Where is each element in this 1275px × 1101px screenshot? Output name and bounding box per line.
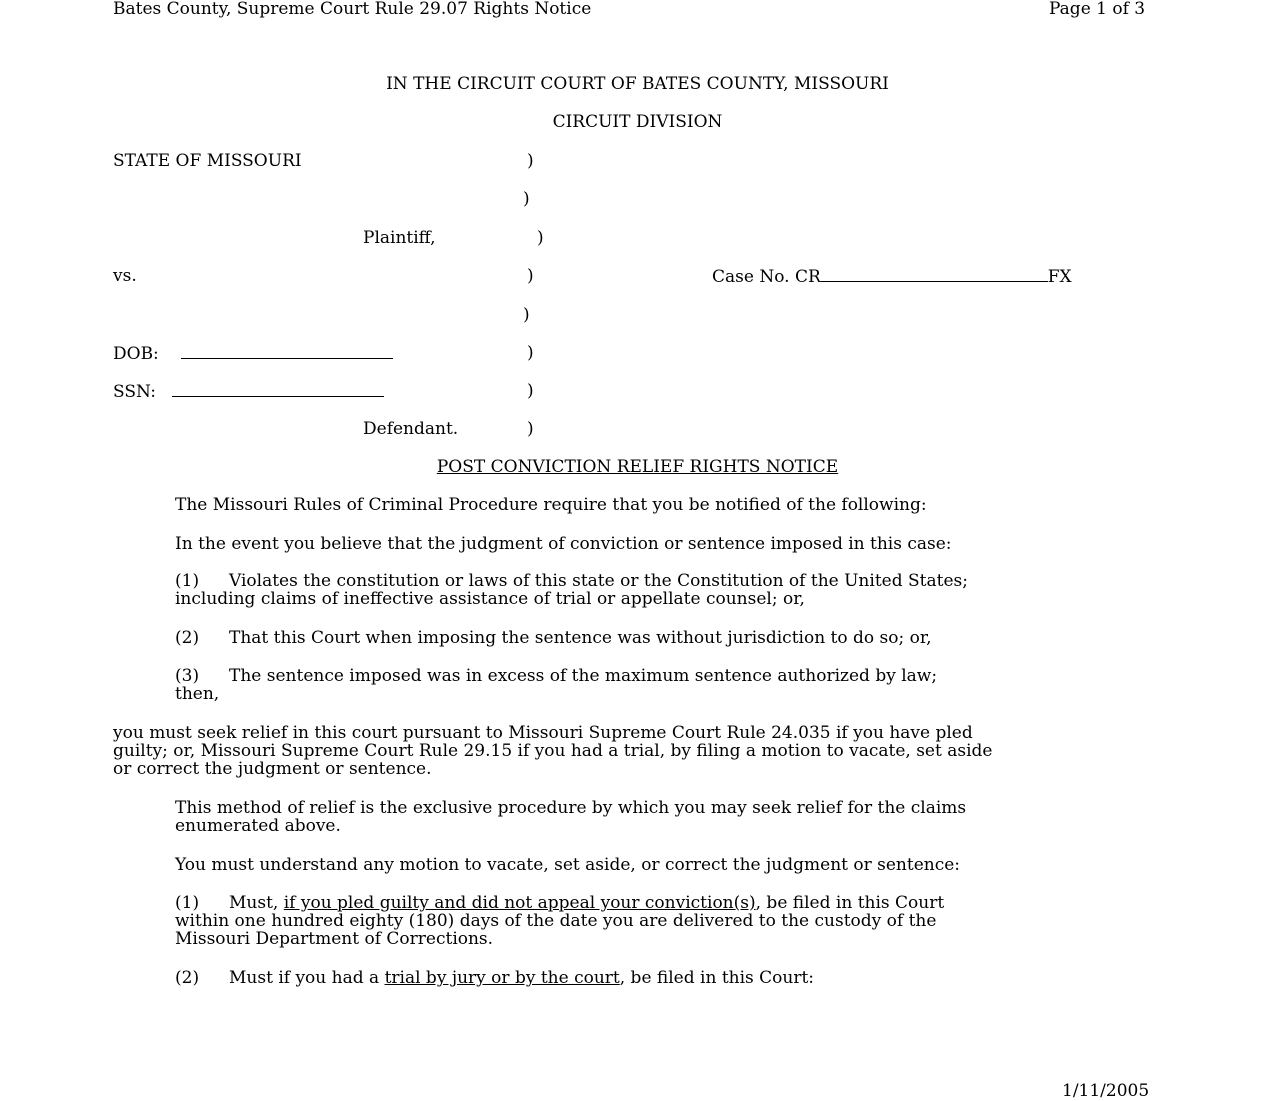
- understand-paragraph: You must understand any motion to vacate, set aside, or correct the judgment or sentence:: [175, 855, 961, 875]
- ssn-field: [113, 382, 384, 401]
- item-text: , be filed in this Court:: [619, 968, 815, 988]
- caption-defendant: Defendant.: [363, 419, 459, 439]
- caption-paren: ): [537, 228, 544, 248]
- item-text: within one hundred eighty (180) days of the date you are delivered to the custody of the: [175, 911, 937, 931]
- item-number: (1): [175, 571, 200, 591]
- case-number-suffix: FX: [1047, 267, 1072, 287]
- item-number: (2): [175, 968, 200, 988]
- condition-item-2: [175, 629, 932, 647]
- item-text-underlined: trial by jury or by the court: [384, 968, 620, 988]
- item-text: The sentence imposed was in excess of the maximum sentence authorized by law;: [229, 666, 938, 686]
- caption-paren: ): [527, 381, 534, 401]
- caption-paren: ): [523, 305, 530, 325]
- method-paragraph: [175, 799, 966, 835]
- footer-date: 1/11/2005: [1062, 1081, 1150, 1101]
- dob-label: DOB:: [113, 344, 159, 364]
- caption-state: STATE OF MISSOURI: [113, 151, 302, 171]
- ssn-blank: [172, 382, 384, 397]
- condition-item-1: [175, 572, 968, 608]
- caption-vs: vs.: [113, 266, 137, 286]
- relief-line: you must seek relief in this court pursuant to Missouri Supreme Court Rule 24.035 if you have pled: [113, 723, 973, 743]
- item-text: , be filed in this Court: [755, 893, 945, 913]
- notice-event: In the event you believe that the judgment of conviction or sentence imposed in this case:: [175, 534, 952, 554]
- item-number: (1): [175, 893, 200, 913]
- caption-paren: ): [527, 343, 534, 363]
- filing-rule-1: [175, 894, 944, 948]
- court-division: CIRCUIT DIVISION: [552, 112, 723, 132]
- item-text: including claims of ineffective assistance of trial or appellate counsel; or,: [175, 589, 805, 609]
- item-number: (2): [175, 628, 200, 648]
- item-text: then,: [175, 684, 220, 704]
- relief-line: or correct the judgment or sentence.: [113, 759, 432, 779]
- item-text: Violates the constitution or laws of this state or the Constitution of the United States;: [229, 571, 968, 591]
- method-line: enumerated above.: [175, 816, 341, 836]
- ssn-label: SSN:: [113, 382, 156, 402]
- relief-paragraph: [113, 724, 992, 778]
- item-text-underlined: if you pled guilty and did not appeal your conviction(s): [283, 893, 756, 913]
- caption-paren: ): [527, 266, 534, 286]
- caption-paren: ): [527, 151, 534, 171]
- item-text: Must,: [229, 893, 284, 913]
- case-number-field: [712, 267, 1072, 286]
- item-number: (3): [175, 666, 200, 686]
- method-line: This method of relief is the exclusive procedure by which you may seek relief for the claims: [175, 798, 967, 818]
- filing-rule-2: [175, 969, 814, 987]
- case-number-label: Case No. CR: [712, 267, 821, 287]
- header-title: Bates County, Supreme Court Rule 29.07 Rights Notice: [113, 0, 592, 19]
- condition-item-3: [175, 667, 937, 703]
- relief-line: guilty; or, Missouri Supreme Court Rule 29.15 if you had a trial, by filing a motion to vacate, set aside: [113, 741, 993, 761]
- caption-plaintiff: Plaintiff,: [363, 228, 436, 248]
- caption-paren: ): [523, 189, 530, 209]
- item-text: Missouri Department of Corrections.: [175, 929, 494, 949]
- caption-paren: ): [527, 419, 534, 439]
- case-number-blank: [821, 267, 1048, 282]
- dob-blank: [181, 344, 393, 359]
- notice-intro: The Missouri Rules of Criminal Procedure require that you be notified of the following:: [175, 495, 927, 515]
- dob-field: [113, 344, 393, 363]
- notice-title: POST CONVICTION RELIEF RIGHTS NOTICE: [436, 457, 839, 477]
- item-text: Must if you had a: [229, 968, 385, 988]
- page-number: Page 1 of 3: [1049, 0, 1146, 19]
- court-name: IN THE CIRCUIT COURT OF BATES COUNTY, MISSOURI: [386, 74, 889, 94]
- item-text: That this Court when imposing the sentence was without jurisdiction to do so; or,: [229, 628, 932, 648]
